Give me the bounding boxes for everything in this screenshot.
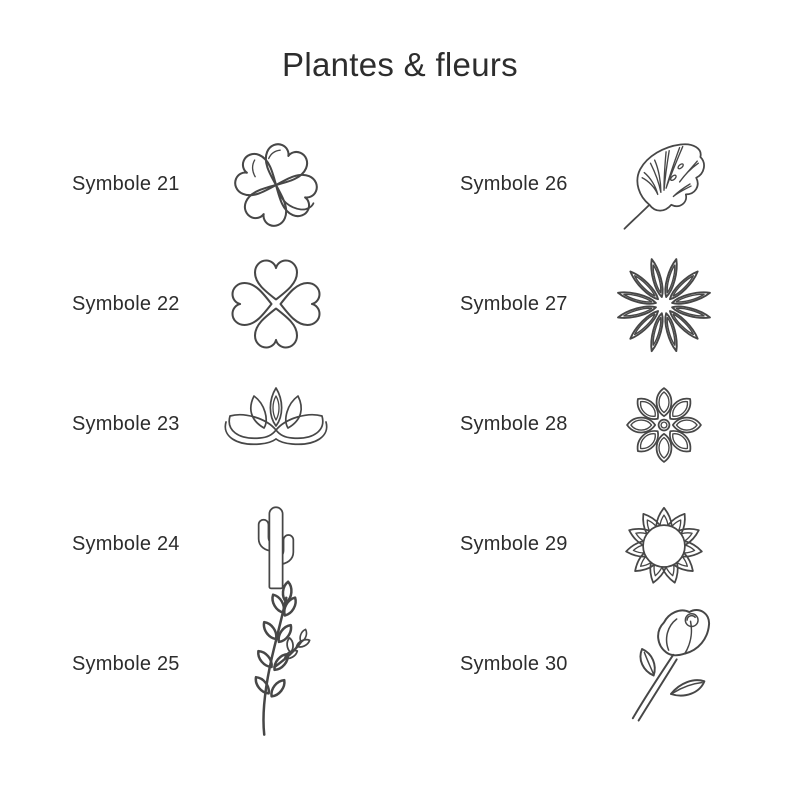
lotus-icon: [220, 382, 332, 466]
symbol-icon-box: [606, 248, 722, 360]
four-leaf-clover-icon: [224, 132, 328, 236]
symbol-row-23: [0, 364, 400, 484]
branch-sprig-icon: [226, 590, 326, 738]
symbols-column-right: [400, 124, 800, 724]
symbol-label: Symbole 27: [460, 292, 568, 315]
rose-icon: [606, 604, 722, 724]
symbol-icon-box: [218, 493, 334, 595]
symbol-row-24: [0, 484, 400, 604]
symbol-label: Symbole 30: [460, 652, 568, 675]
symbol-row-21: [0, 124, 400, 244]
symbol-label: Symbole 26: [460, 172, 568, 195]
cactus-icon: [245, 493, 307, 595]
symbol-label: Symbole 24: [72, 532, 180, 555]
symbol-icon-box: [606, 493, 722, 595]
symbol-row-28: [400, 364, 800, 484]
symbol-icon-box: [606, 132, 722, 236]
daisy-flower-icon: [612, 372, 716, 476]
symbol-row-26: [400, 124, 800, 244]
symbol-row-27: [400, 244, 800, 364]
symbol-icon-box: [218, 382, 334, 466]
symbol-icon-box: [218, 254, 334, 354]
symbol-label: Symbole 28: [460, 412, 568, 435]
symbols-grid: [0, 124, 800, 724]
four-hearts-clover-icon: [226, 254, 326, 354]
symbol-icon-box: [218, 590, 334, 738]
symbol-label: Symbole 29: [460, 532, 568, 555]
symbol-row-30: [400, 604, 800, 724]
symbol-icon-box: [606, 604, 722, 724]
sunflower-icon: [613, 493, 715, 595]
symbol-label: Symbole 25: [72, 652, 180, 675]
symbol-icon-box: [218, 132, 334, 236]
monstera-leaf-icon: [609, 132, 719, 236]
symbol-label: Symbole 21: [72, 172, 180, 195]
symbol-label: Symbole 22: [72, 292, 180, 315]
symbol-label: Symbole 23: [72, 412, 180, 435]
symbol-row-22: [0, 244, 400, 364]
symbol-row-25: [0, 604, 400, 724]
symbol-icon-box: [606, 372, 722, 476]
page-title: Plantes & fleurs: [282, 46, 518, 83]
symbols-column-left: [0, 124, 400, 724]
symbol-row-29: [400, 484, 800, 604]
aster-flower-icon: [608, 248, 720, 360]
